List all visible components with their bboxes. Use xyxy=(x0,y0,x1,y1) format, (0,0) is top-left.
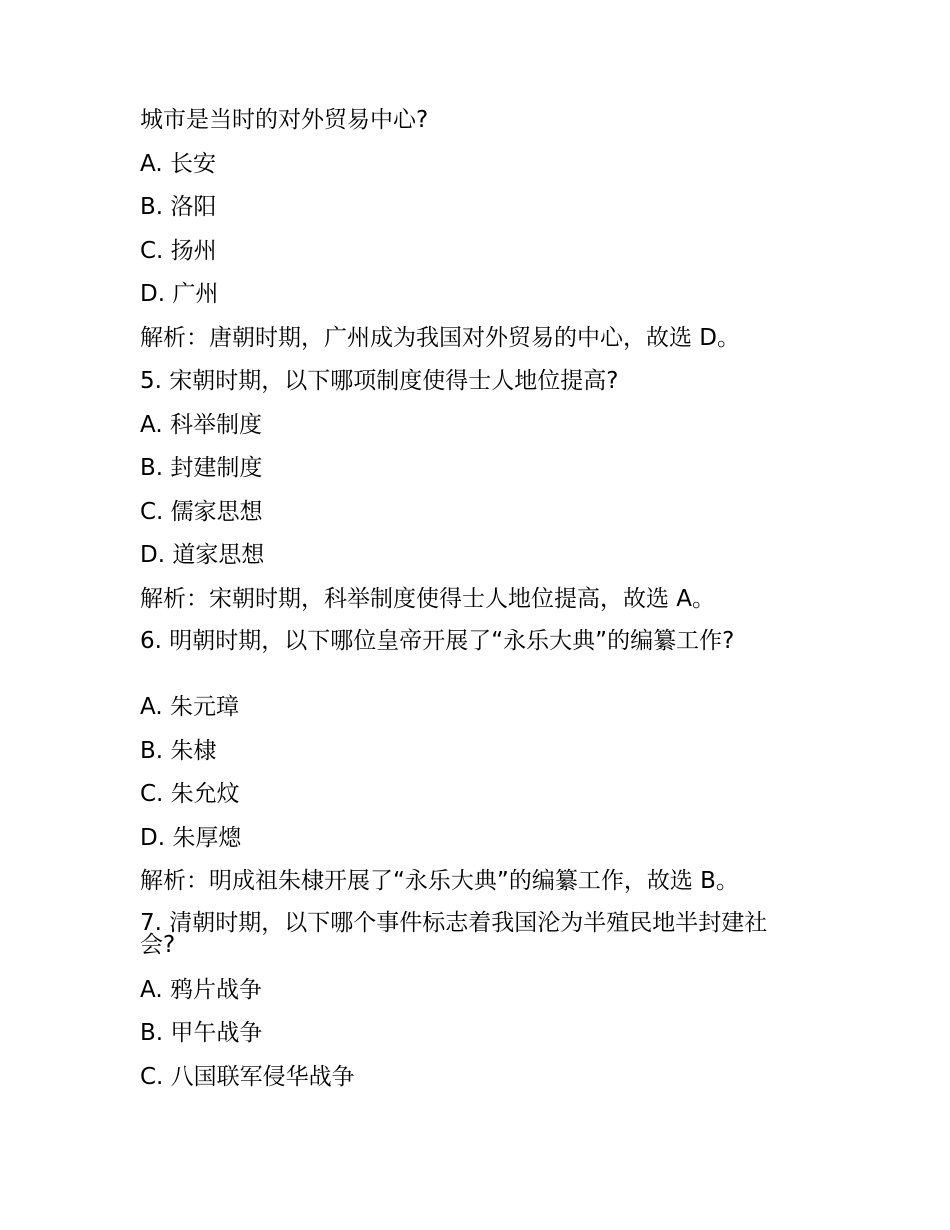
q4-explanation: 解析：唐朝时期，广州成为我国对外贸易的中心，故选 D。 xyxy=(140,325,741,351)
q6-option-c: C. 朱允炆 xyxy=(140,781,240,807)
q6-explanation: 解析：明成祖朱棣开展了“永乐大典”的编纂工作，故选 B。 xyxy=(140,868,739,894)
q7-option-a: A. 鸦片战争 xyxy=(140,977,262,1003)
q7-option-b: B. 甲午战争 xyxy=(140,1020,263,1046)
q5-option-a: A. 科举制度 xyxy=(140,412,262,438)
q4-option-c: C. 扬州 xyxy=(140,238,217,264)
q5-explanation: 解析：宋朝时期，科举制度使得士人地位提高，故选 A。 xyxy=(140,586,716,612)
q6-option-a: A. 朱元璋 xyxy=(140,694,239,720)
q4-option-a: A. 长安 xyxy=(140,151,216,177)
q4-option-b: B. 洛阳 xyxy=(140,194,217,220)
question-5-stem: 5. 宋朝时期，以下哪项制度使得士人地位提高? xyxy=(140,368,619,394)
q5-option-c: C. 儒家思想 xyxy=(140,499,263,525)
q6-option-d: D. 朱厚熜 xyxy=(140,825,242,851)
question-4-stem-continued: 城市是当时的对外贸易中心? xyxy=(140,107,429,133)
question-6-stem: 6. 明朝时期，以下哪位皇帝开展了“永乐大典”的编纂工作? xyxy=(140,628,735,654)
q7-option-c: C. 八国联军侵华战争 xyxy=(140,1064,355,1090)
q4-option-d: D. 广州 xyxy=(140,281,219,307)
q5-option-d: D. 道家思想 xyxy=(140,542,265,568)
q5-option-b: B. 封建制度 xyxy=(140,455,263,481)
question-7-stem: 7. 清朝时期，以下哪个事件标志着我国沦为半殖民地半封建社会? xyxy=(140,910,768,958)
q6-option-b: B. 朱棣 xyxy=(140,738,217,764)
